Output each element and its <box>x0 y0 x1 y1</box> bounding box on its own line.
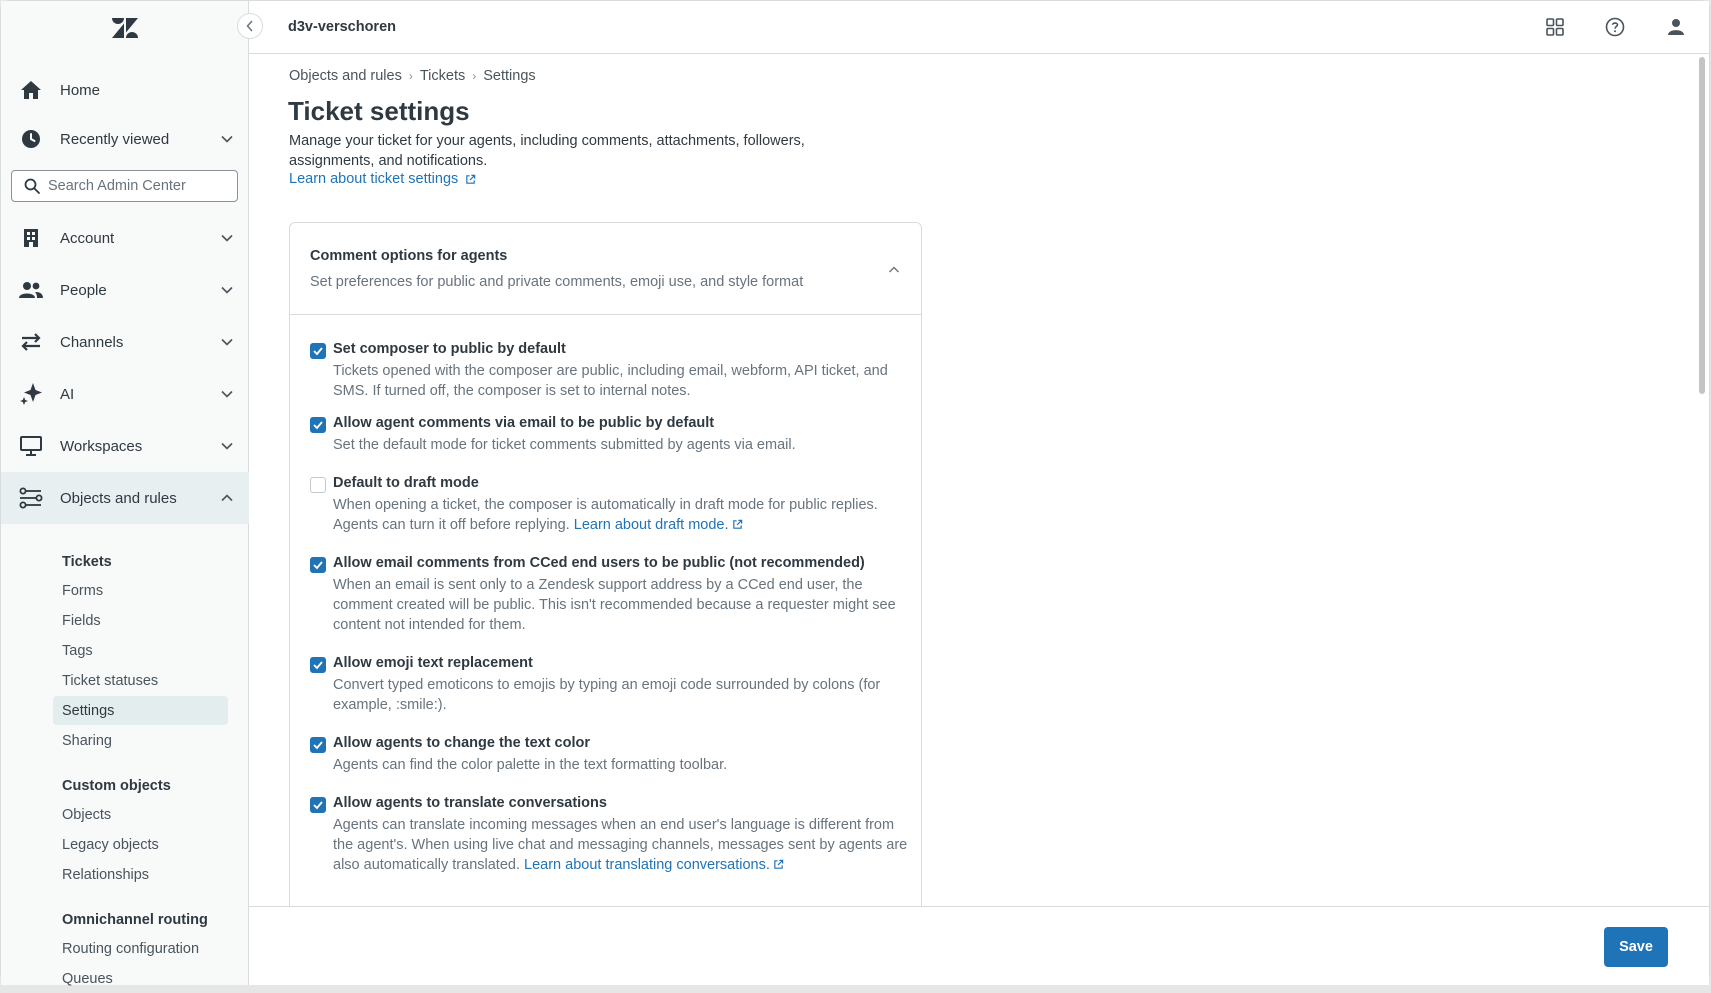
page-title: Ticket settings <box>288 96 470 126</box>
external-link-icon <box>773 859 784 870</box>
checkbox-composer-public[interactable] <box>310 343 326 359</box>
option-description-text: When opening a ticket, the composer is automatically in draft mode for public replies. Agents can turn it off before replying. <box>333 497 878 533</box>
chevron-down-icon <box>220 335 234 349</box>
chevron-down-icon <box>220 387 234 401</box>
option-description: When an email is sent only to a Zendesk support address by a CCed end user, the comment created will be public. This isn't recommended because a requester might see content not intended for them. <box>333 577 896 633</box>
option-description: Set the default mode for ticket comments submitted by agents via email. <box>333 437 796 453</box>
learn-link-label: Learn about ticket settings <box>289 171 459 187</box>
nav-ai[interactable] <box>1 368 249 420</box>
subnav-item-legacy-objects[interactable]: Legacy objects <box>62 836 159 853</box>
nav-channels[interactable] <box>1 316 249 368</box>
option-description: Tickets opened with the composer are public, including email, webform, API ticket, and SMS. If turned off, the composer is set to internal notes. <box>333 363 888 399</box>
chevron-up-icon <box>220 491 234 505</box>
chevron-right-icon: › <box>408 69 413 83</box>
nav-objects-and-rules[interactable] <box>1 472 249 524</box>
nav-people-label: People <box>60 281 107 299</box>
nav-workspaces-label: Workspaces <box>60 437 143 455</box>
checkbox-cced-end-users-public[interactable] <box>310 557 326 573</box>
nav-home[interactable] <box>1 64 249 116</box>
subnav-item-objects[interactable]: Objects <box>62 806 112 823</box>
chevron-up-icon[interactable] <box>887 263 901 277</box>
subnav-head-omnichannel-routing[interactable]: Omnichannel routing <box>62 912 208 928</box>
card-header[interactable] <box>290 223 921 315</box>
nav-recently-viewed[interactable] <box>1 113 249 165</box>
subnav-item-ticket-statuses[interactable]: Ticket statuses <box>62 672 159 689</box>
page-description: Manage your ticket for your agents, including comments, attachments, followers, assignments, and notifications. <box>289 133 805 169</box>
clock-icon <box>19 127 43 151</box>
main-content <box>249 54 1711 906</box>
search-icon <box>24 178 40 194</box>
subnav-item-fields[interactable]: Fields <box>62 612 101 629</box>
subnav-head-tickets[interactable]: Tickets <box>62 554 112 570</box>
nav-people[interactable] <box>1 264 249 316</box>
subnav-item-sharing[interactable]: Sharing <box>62 732 112 749</box>
checkbox-translate-conversations[interactable] <box>310 797 326 813</box>
chevron-down-icon <box>220 439 234 453</box>
help-icon[interactable] <box>1605 17 1625 37</box>
comment-options-card <box>289 222 922 942</box>
subnav-item-relationships[interactable]: Relationships <box>62 866 150 883</box>
subnav-item-forms[interactable]: Forms <box>62 582 104 599</box>
card-subtitle: Set preferences for public and private comments, emoji use, and style format <box>310 274 804 290</box>
option-description: Convert typed emoticons to emojis by typing an emoji code surrounded by colons (for example, :smile:). <box>333 677 881 713</box>
breadcrumb-objects-and-rules[interactable]: Objects and rules <box>289 68 402 84</box>
nav-objects-and-rules-label: Objects and rules <box>60 489 177 507</box>
chevron-down-icon <box>220 283 234 297</box>
sidebar <box>1 1 249 985</box>
main-scrollbar[interactable] <box>1695 54 1709 906</box>
option-description <box>333 495 908 535</box>
home-icon <box>19 78 43 102</box>
checkbox-draft-mode[interactable] <box>310 477 326 493</box>
subnav-item-routing-configuration[interactable]: Routing configuration <box>62 940 200 957</box>
search-admin-center[interactable] <box>11 170 238 202</box>
chevron-down-icon <box>220 132 234 146</box>
option-label[interactable]: Set composer to public by default <box>333 341 566 357</box>
people-icon <box>19 278 43 302</box>
nav-ai-label: AI <box>60 385 75 403</box>
learn-draft-mode-link[interactable]: Learn about draft mode. <box>573 517 729 533</box>
building-icon <box>19 226 43 250</box>
chevron-down-icon <box>220 231 234 245</box>
nav-home-label: Home <box>60 81 101 99</box>
option-description <box>333 815 908 875</box>
option-label[interactable]: Allow agents to translate conversations <box>333 795 607 811</box>
monitor-icon <box>19 434 43 458</box>
product-tray-icon[interactable] <box>1545 17 1565 37</box>
learn-ticket-settings-link[interactable] <box>289 171 476 187</box>
breadcrumb-settings: Settings <box>483 68 536 84</box>
subnav-item-settings[interactable]: Settings <box>53 696 228 725</box>
option-description-text: Agents can translate incoming messages when an end user's language is different from the agent's. When using live chat and messaging channels, messages sent by agents are also automatically translated. <box>333 817 908 873</box>
search-input[interactable] <box>48 176 228 196</box>
breadcrumb-tickets[interactable]: Tickets <box>419 68 466 84</box>
external-link-icon <box>732 519 743 530</box>
nav-recently-viewed-label: Recently viewed <box>60 130 170 148</box>
zendesk-logo-icon[interactable] <box>111 17 139 39</box>
learn-translating-link[interactable]: Learn about translating conversations. <box>524 857 770 873</box>
option-label[interactable]: Allow email comments from CCed end users to be public (not recommended) <box>333 555 865 571</box>
user-avatar-icon[interactable] <box>1666 17 1686 37</box>
checkbox-text-color[interactable] <box>310 737 326 753</box>
external-link-icon <box>465 174 476 185</box>
nav-workspaces[interactable] <box>1 420 249 472</box>
account-name: d3v-verschoren <box>288 19 396 35</box>
option-label[interactable]: Allow agents to change the text color <box>333 735 591 751</box>
option-label[interactable]: Allow emoji text replacement <box>333 655 533 671</box>
nav-account[interactable] <box>1 212 249 264</box>
footer-bar <box>249 906 1709 985</box>
breadcrumb <box>289 68 536 84</box>
option-label[interactable]: Default to draft mode <box>333 475 479 491</box>
chevron-right-icon: › <box>472 69 477 83</box>
save-button[interactable]: Save <box>1604 927 1668 967</box>
card-title: Comment options for agents <box>310 248 508 264</box>
arrows-swap-icon <box>19 330 43 354</box>
sparkle-icon <box>19 382 43 406</box>
checkbox-emoji-replacement[interactable] <box>310 657 326 673</box>
scrollbar-thumb[interactable] <box>1699 57 1705 394</box>
nav-account-label: Account <box>60 229 115 247</box>
option-label[interactable]: Allow agent comments via email to be public by default <box>333 415 715 431</box>
nav-channels-label: Channels <box>60 333 124 351</box>
checkbox-email-comments-public[interactable] <box>310 417 326 433</box>
objects-rules-icon <box>19 486 43 510</box>
collapse-sidebar-button[interactable] <box>237 13 263 39</box>
subnav-head-custom-objects[interactable]: Custom objects <box>62 778 171 794</box>
chevron-left-icon <box>246 20 254 32</box>
subnav-item-queues[interactable]: Queues <box>62 970 113 987</box>
top-bar <box>249 1 1709 54</box>
option-description: Agents can find the color palette in the text formatting toolbar. <box>333 757 728 773</box>
subnav-item-tags[interactable]: Tags <box>62 642 93 659</box>
